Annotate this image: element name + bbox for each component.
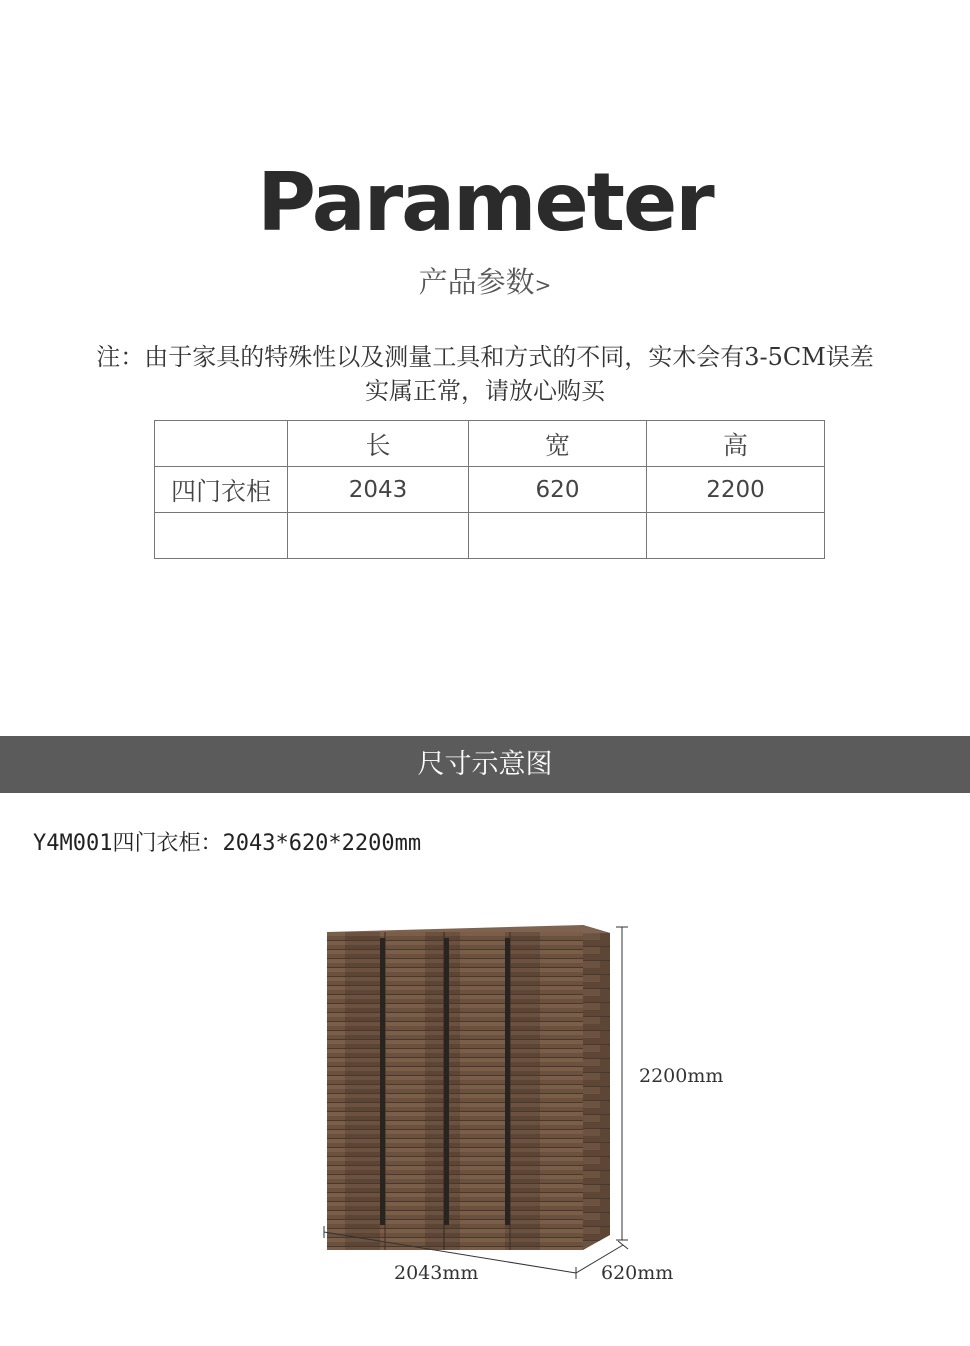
table-cell-width: 620 — [469, 467, 647, 513]
section-banner — [0, 736, 970, 793]
chevron-right-icon: > — [534, 273, 552, 297]
product-description: Y4M001四门衣柜：2043*620*2200mm — [33, 831, 422, 856]
subtitle-text: 产品参数 — [418, 265, 535, 299]
door-handle — [505, 938, 510, 1225]
page-subtitle — [0, 262, 970, 305]
note-line-2: 实属正常，请放心购买 — [365, 377, 605, 405]
table-cell — [647, 513, 825, 559]
depth-label: 620mm — [601, 1262, 674, 1284]
table-cell — [469, 513, 647, 559]
table-header-width: 宽 — [469, 421, 647, 467]
table-cell-length: 2043 — [288, 467, 469, 513]
table-row — [155, 513, 825, 559]
width-label: 2043mm — [394, 1262, 479, 1284]
note-line-1: 注：由于家具的特殊性以及测量工具和方式的不同，实木会有3-5CM误差 — [96, 343, 874, 371]
table-cell — [155, 513, 288, 559]
page-title: Parameter — [257, 156, 713, 249]
wardrobe-front — [327, 932, 583, 1250]
table-cell-height: 2200 — [647, 467, 825, 513]
height-label: 2200mm — [639, 1065, 724, 1087]
banner-label: 尺寸示意图 — [417, 749, 553, 780]
table-row — [155, 467, 825, 513]
depth-dimension-tick — [618, 1241, 628, 1249]
door-handle — [380, 938, 385, 1225]
table-header-length: 长 — [288, 421, 469, 467]
table-cell-product: 四门衣柜 — [155, 467, 288, 513]
table-header-row — [155, 421, 825, 467]
table-header-height: 高 — [647, 421, 825, 467]
measurement-note — [40, 340, 930, 408]
wardrobe-dimension-diagram — [300, 905, 740, 1305]
parameter-table — [154, 420, 825, 559]
door-handle — [444, 938, 449, 1225]
table-cell — [288, 513, 469, 559]
wardrobe-side-panel — [583, 925, 610, 1250]
table-header-cell — [155, 421, 288, 467]
wardrobe-illustration — [300, 905, 740, 1305]
